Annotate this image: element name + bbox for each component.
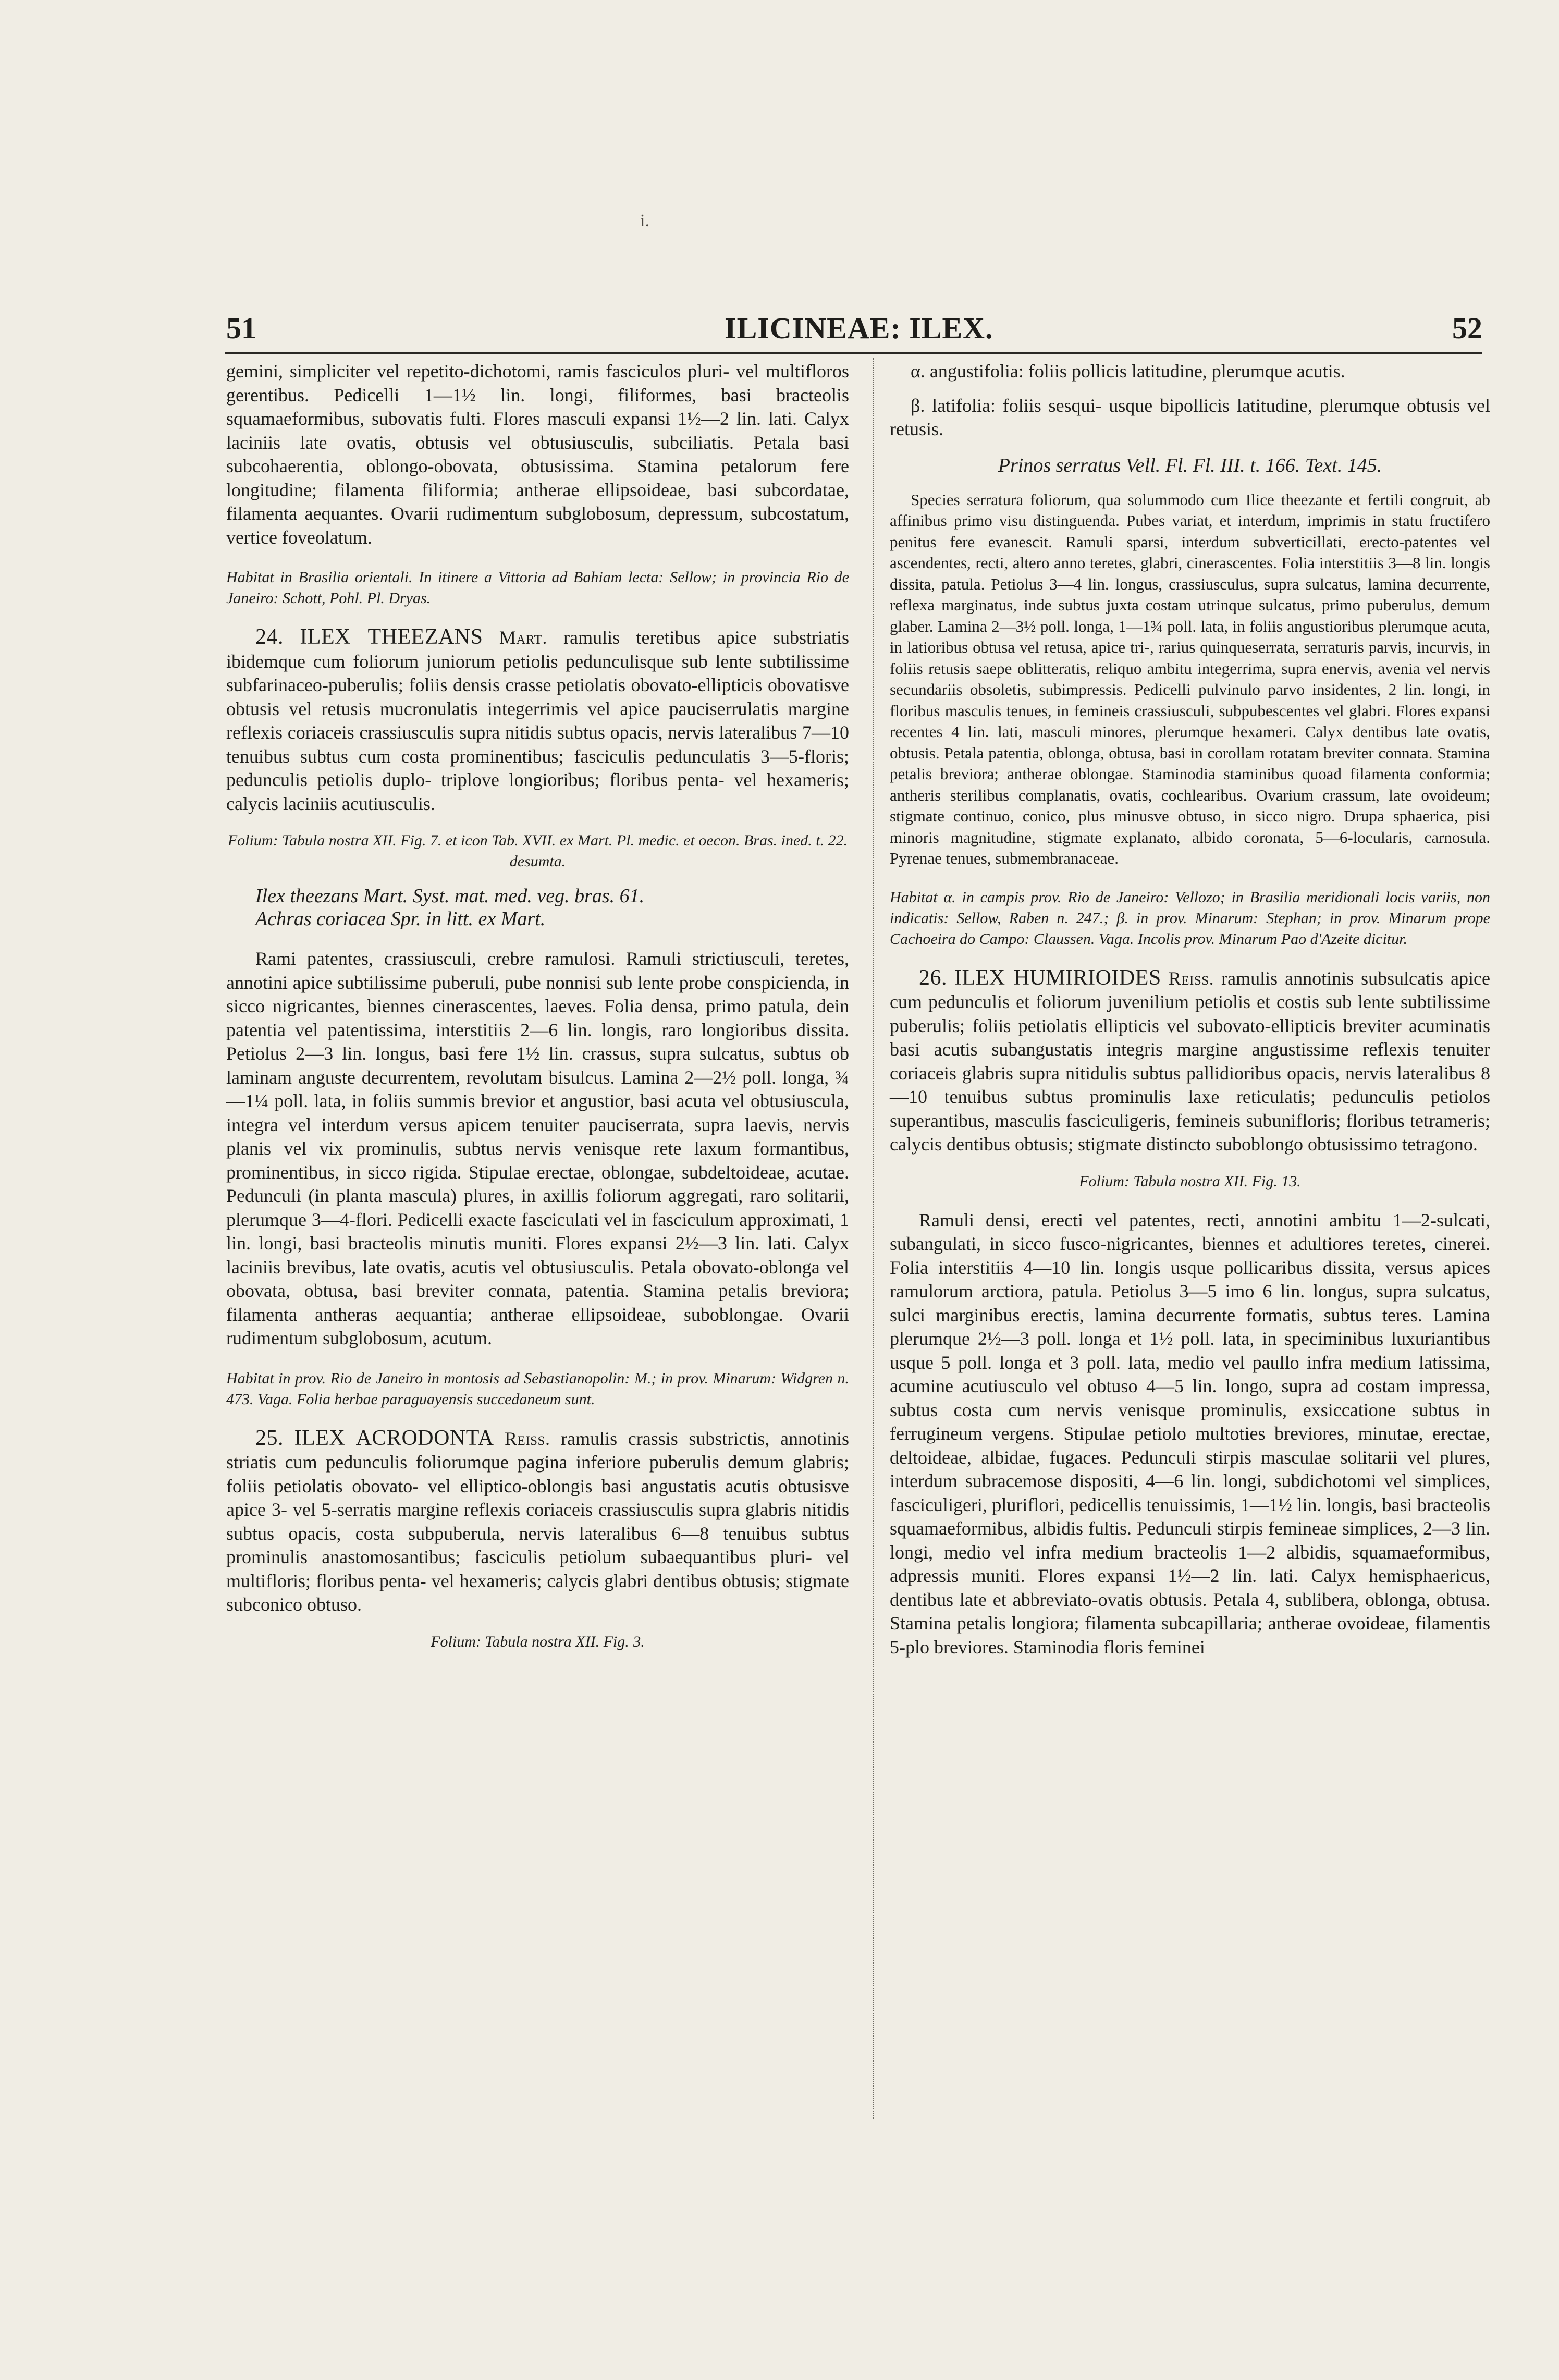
variety-beta: β. latifolia: foliis sesqui- usque bipollicis latitudine, plerumque obtusis vel retusis. bbox=[890, 395, 1490, 439]
species-25-number: 25. bbox=[255, 1426, 284, 1450]
species-25-habitat: Habitat α. in campis prov. Rio de Janeiro: Vellozo; in Brasilia meridionali locis variis, non indicatis: Sellow, Raben n. 247.; β. in prov. Minarum: Stephan; in prov. Minarum prope Cachoeira do Campo: Claussen. Vaga. Incolis prov. Minarum Pao d'Azeite dicitur. bbox=[890, 888, 1490, 948]
right-page-number: 52 bbox=[1452, 311, 1482, 345]
species-24-name: ILEX THEEZANS bbox=[300, 625, 483, 649]
species-26-entry bbox=[890, 966, 1490, 1157]
running-title: ILICINEAE: ILEX. bbox=[725, 311, 993, 345]
left-column bbox=[226, 360, 849, 1652]
species-24-number: 24. bbox=[255, 625, 284, 649]
prinos-synonym: Prinos serratus Vell. Fl. Fl. III. t. 166. Text. 145. bbox=[998, 454, 1382, 476]
species-24-entry bbox=[226, 625, 849, 816]
species-26-author: Reiss. bbox=[1168, 967, 1214, 989]
left-page-number: 51 bbox=[226, 311, 256, 345]
species-25-diagnosis: ramulis crassis substrictis, annotinis striatis cum pedunculis foliorumque pagina inferiore puberulis demum glabris; foliis petiolatis obovato- vel elliptico-oblongis basi angustatis acutis obtusisve apice 3- vel 5-serratis margine reflexis coriaceis crassiusculis supra glabris nitidis subtus opacis, costa subpuberula, nervis lateralibus 6—8 tenuibus subtus prominulis anastomosantibus; fasciculis petiolum subaequantibus pluri- vel multifloris; floribus penta- vel hexameris; calycis glabri dentibus obtusis; stigmate subconico obtuso. bbox=[226, 1428, 849, 1615]
species-24-author: Mart. bbox=[499, 627, 547, 648]
species-26-number: 26. bbox=[919, 965, 947, 990]
stray-ink-mark: i. bbox=[640, 211, 649, 230]
species-26-diagnosis: ramulis annotinis subsulcatis apice cum pedunculis et foliorum juvenilium petiolis et costis sub lente subtilissime puberulis; foliis petiolatis ellipticis vel subovato-ellipticis breviter acuminatis basi acutis subangustatis integris margine angustissime reflexis tenuiter coriaceis glabris supra nitidulis subtus pallidioribus opacis, nervis lateralibus 8—10 tenuibus subtus prominulis laxe reticulatis; pedunculis petiolos superantibus, masculis fasciculigeris, femineis subunifloris; floribus tetrameris; calycis dentibus obtusis; stigmate distincto suboblongo obtusissimo tetragono. bbox=[890, 967, 1490, 1155]
habitat-note: Habitat in Brasilia orientali. In itinere a Vittoria ad Bahiam lecta: Sellow; in provincia Rio de Janeiro: Schott, Pohl. Pl. Dryas. bbox=[226, 569, 849, 607]
variety-alpha: α. angustifolia: foliis pollicis latitudine, plerumque acutis. bbox=[911, 361, 1345, 382]
species-26-figure-ref: Folium: Tabula nostra XII. Fig. 13. bbox=[1079, 1172, 1301, 1190]
species-24-description: Rami patentes, crassiusculi, crebre ramulosi. Ramuli strictiusculi, teretes, annotini apice subtilissime puberuli, pube nonnisi sub lente probe conspicienda, in sicco nigricantes, biennes cinerascentes, laeves. Folia densa, primo patula, dein patentia vel patentissima, interstitiis 2—6 lin. longis, raro longioribus dissita. Petiolus 2—3 lin. longus, basi fere 1½ lin. crassus, supra sulcatus, subtus ob laminam anguste decurrentem, revolutam bisulcus. Lamina 2—2½ poll. longa, ¾—1¼ poll. lata, in foliis summis brevior et angustior, basi acuta vel obtusiuscula, integra vel interdum versus apicem tenuiter pauciserrata, supra laevis, nervis planis vel vix prominulis, subtus nervis venisque rete laxum formantibus, prominentibus, in sicco rigida. Stipulae erectae, oblongae, subdeltoideae, acutae. Pedunculi (in planta mascula) plures, in axillis foliorum aggregati, raro solitarii, plerumque 3—4-flori. Pedicelli exacte fasciculati vel in fasciculum approximati, 1 lin. longi, basi bracteolis minutis muniti. Flores expansi 2½—3 lin. lati. Calyx laciniis brevibus, late ovatis, acutis vel obtusiusculis. Petala obovato-oblonga vel obovata, obtusa, basi breviter connata, patentia. Stamina petalis breviora; filamenta antheras aequantia; antherae ellipsoideae, suboblongae. Ovarii rudimentum subglobosum, acutum. bbox=[226, 948, 849, 1348]
species-25-author: Reiss. bbox=[505, 1428, 550, 1449]
species-24-habitat: Habitat in prov. Rio de Janeiro in montosis ad Sebastianopolin: M.; in prov. Minarum: Widgren n. 473. Vaga. Folia herbae paraguayensis succedaneum sunt. bbox=[226, 1369, 849, 1408]
species-26-description: Ramuli densi, erecti vel patentes, recti, annotini ambitu 1—2-sulcati, subangulati, in sicco fusco-nigricantes, biennes et adultiores teretes, cinerei. Folia interstitiis 4—10 lin. longis usque pollicaribus dissita, versus apices ramulorum arctiora, patula. Petiolus 3—5 imo 6 lin. longus, supra sulcatus, sulci marginibus erectis, lamina decurrente formatis, subtus teres. Lamina plerumque 2½—3 poll. longa et 1½ poll. lata, in speciminibus luxuriantibus usque 5 poll. longa et 3 poll. lata, medio vel paullo infra medium latissima, acumine acutiusculo vel obtuso 4—5 lin. longo, supra ad costam impressa, subtus costa cum nervis venisque prominulis, exsiccatione subtus in ferrugineum vergens. Stipulae petiolo multoties breviores, minutae, erectae, deltoideae, albidae, fugaces. Pedunculi stirpis masculae solitarii vel plures, interdum subracemose dispositi, 4—6 lin. longi, subdichotomi vel simplices, fasciculigeri, pluriflori, pedicellis tenuissimis, 1—1½ lin. longis, basi bracteolis squamaeformibus, albidis fultis. Pedunculi stirpis femineae simplices, 2—3 lin. longi, medio vel infra medium bracteolis 1—2 albidis, squamaeformibus, adpressis muniti. Flores expansi 1½—2 lin. lati. Calyx hemisphaericus, dentibus late et abbreviato-ovatis obtusis. Petala 4, sublibera, oblonga, obtusa. Stamina petalis longiora; filamenta subcapillaria; antherae ovoideae, filamentis 5-plo breviores. Staminodia floris feminei bbox=[890, 1209, 1490, 1658]
species-25-notes: Species serratura foliorum, qua solummodo cum Ilice theezante et fertili congruit, ab affinibus primo visu distinguenda. Pubes variat, et interdum, imprimis in statu fructifero penitus fere evanescit. Ramuli sparsi, interdum subverticillati, erecto-patentes vel ascendentes, recti, altero anno teretes, glabri, cinerascentes. Folia interstitiis 3—8 lin. longis dissita, patula. Petiolus 3—4 lin. longus, crassiusculus, supra sulcatus, lamina decurrente, reflexa marginatus, inde subtus juxta costam utrinque sulcatus, primo puberulus, demum glaber. Lamina 2—3½ poll. longa, 1—1¾ poll. lata, in foliis angustioribus plerumque acuta, in latioribus obtusa vel retusa, apice tri-, rarius quinqueserrata, serraturis parvis, incurvis, in foliis retusis saepe oblitteratis, reliquo ambitu integerrima, supra enervis, avenia vel nervis secundariis obsoletis, subimpressis. Pedicelli pulvinulo parvo insidentes, 2 lin. longi, in floribus masculis tenues, in femineis crassiusculi, subpubescentes vel glabri. Flores expansi recentes 4 lin. lati, masculi minores, plerumque hexameri. Calyx dentibus late ovatis, obtusis. Petala patentia, oblonga, obtusa, basi in corollam rotatam breviter connata. Stamina petalis breviora; antherae oblongae. Staminodia staminibus quoad filamenta conformia; antheris sterilibus complanatis, ovatis, cochlearibus. Ovarium crassum, late ovoideum; stigmate continuo, conico, plus minusve obtuso, in sicco nigro. Drupa sphaerica, pisi minoris magnitudine, stigmate explanato, albido coronata, 5—6-locularis, carnosula. Pyrenae tenues, submembranaceae. bbox=[890, 490, 1490, 867]
column-divider bbox=[873, 358, 874, 2119]
species-24-synonym-2: Achras coriacea Spr. in litt. ex Mart. bbox=[255, 908, 546, 930]
continuation-paragraph: gemini, simpliciter vel repetito-dichotomi, ramis fasciculos pluri- vel multifloros gerentibus. Pedicelli 1—1½ lin. longi, filiformes, basi bracteolis squamaeformibus, subovatis fulti. Flores masculi expansi 1½—2 lin. lati. Calyx laciniis late ovatis, obtusis vel obtusiusculis, subciliatis. Petala basi subcohaerentia, oblongo-obovata, obtusissima. Stamina petalorum fere longitudine; filamenta filiformia; antherae ellipsoideae, basi subcordatae, filamenta aequantes. Ovarii rudimentum subglobosum, depressum, subcostatum, vertice foveolatum. bbox=[226, 361, 849, 548]
species-26-name: ILEX HUMIRIOIDES bbox=[954, 965, 1161, 990]
species-24-synonym-1: Ilex theezans Mart. Syst. mat. med. veg. bras. 61. bbox=[255, 885, 645, 907]
right-column bbox=[890, 360, 1490, 1659]
species-25-name: ILEX ACRODONTA bbox=[294, 1426, 494, 1450]
species-24-diagnosis: ramulis teretibus apice substriatis ibidemque cum foliorum juniorum petiolis pedunculisque sub lente subtilissime subfarinaceo-puberulis; foliis densis crasse petiolatis obovato-ellipticis obovatisve obtusis vel retusis mucronulatis integerrimis vel apice pauciserrulatis margine reflexis coriaceis crassiusculis supra nitidis subtus opacis, nervis lateralibus 7—10 tenuibus subtus cum costa prominentibus; fasciculis pedunculatis 3—5-floris; pedunculis petiolis duplo- triplove longioribus; floribus penta- vel hexameris; calycis laciniis acutiusculis. bbox=[226, 627, 850, 814]
species-24-figure-ref: Folium: Tabula nostra XII. Fig. 7. et icon Tab. XVII. ex Mart. Pl. medic. et oecon. Bras. ined. t. 22. desumta. bbox=[227, 832, 848, 870]
species-25-entry bbox=[226, 1427, 849, 1617]
species-25-figure-ref: Folium: Tabula nostra XII. Fig. 3. bbox=[431, 1633, 645, 1650]
header-rule bbox=[225, 352, 1482, 354]
